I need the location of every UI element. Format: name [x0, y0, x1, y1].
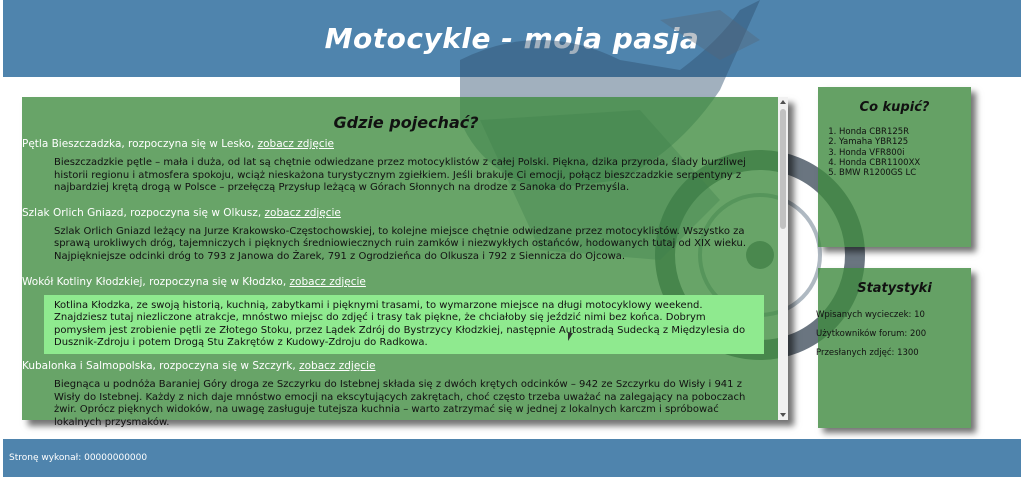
route-item: [22, 138, 778, 201]
see-photo-link[interactable]: zobacz zdjęcie: [299, 359, 376, 372]
list-item: 1. Honda CBR125R: [839, 127, 971, 137]
route-description-highlighted: Kotlina Kłodzka, ze swoją historią, kuchnią, zabytkami i pięknymi trasami, to wymarzone miejsce na długi motocyklowy weekend. Znajdziesz tutaj niezliczone atrakcje, mnóstwo miejsc do zdjęć i trasy tak piękne, że chciałoby się jeździć nimi bez końca. Dobrym pomysłem jest zrobienie pętli ze Złotego Stoku, przez Lądek Zdrój do Bystrzycy Kłodzkiej, następnie Autostradą Sudecką z Międzylesia do Dusznik-Zdroju i potem Drogą Stu Zakrętów z Kudowy-Zdroju do Radkowa.: [44, 295, 764, 354]
route-title: Szlak Orlich Gniazd, rozpoczyna się w Olkusz, zobacz zdjęcie: [22, 206, 341, 219]
route-item: [22, 360, 778, 435]
destinations-scroll-area[interactable]: [22, 97, 778, 428]
stat-forum-users: Użytkowników forum: 200: [816, 329, 927, 339]
page-title: Motocykle - moja pasja: [324, 22, 700, 55]
vertical-scrollbar[interactable]: [778, 97, 788, 420]
route-item: [22, 207, 778, 270]
motorcycle-list: [818, 127, 971, 178]
stat-trips: Wpisanych wycieczek: 10: [816, 310, 925, 320]
see-photo-link[interactable]: zobacz zdjęcie: [257, 138, 334, 150]
footer-author: Stronę wykonał: 00000000000: [9, 453, 148, 463]
what-to-buy-heading: Co kupić?: [859, 100, 930, 115]
list-item: 3. Honda VFR800i: [839, 148, 971, 158]
route-title: Pętla Bieszczadzka, rozpoczyna się w Lesko, zobacz zdjęcie: [22, 138, 334, 150]
route-title: Kubalonka i Salmopolska, rozpoczyna się w Szczyrk, zobacz zdjęcie: [22, 359, 376, 372]
what-to-buy-panel: [818, 87, 971, 247]
scroll-up-arrow-icon[interactable]: [780, 100, 786, 104]
see-photo-link[interactable]: zobacz zdjęcie: [264, 206, 341, 219]
statistics-panel: [818, 268, 971, 428]
route-description: Biegnąca u podnóża Baraniej Góry droga ze Szczyrku do Istebnej składa się z dwóch krętych odcinków – 942 ze Szczyrku do Wisły i 941 z Wisły do Istebnej. Każdy z nich daje mnóstwo emocji na ekscytujących zakrętach, choć często trzeba uważać na zalegający na poboczach żwir. Oprócz pięknych widoków, na uwagę zasługuje tutejsza kuchnia – warto zatrzymać się w jednej z lokalnych karczm i spróbować lokalnych przysmaków.: [54, 378, 746, 428]
scroll-down-arrow-icon[interactable]: [780, 413, 786, 417]
route-title: Wokół Kotliny Kłodzkiej, rozpoczyna się w Kłodzko, zobacz zdjęcie: [22, 275, 366, 288]
route-description: Szlak Orlich Gniazd leżący na Jurze Krakowsko-Częstochowskiej, to kolejne miejsce chętnie odwiedzane przez motocyklistów. Wszystko za sprawą urokliwych dróg, tajemniczych i pięknych średniowiecznych ruin zamków i niezwykłych ostańców, hodowanych tutaj od XIX wieku. Najpiękniejsze odcinki dróg to 793 z Janowa do Żarek, 791 z Ogrodzieńca do Olkusza i 792 z Siennicza do Ojcowa.: [54, 225, 747, 262]
destinations-heading: Gdzie pojechać?: [333, 113, 479, 132]
scrollbar-thumb[interactable]: [780, 109, 786, 229]
mouse-cursor-icon: [568, 333, 573, 341]
list-item: 4. Honda CBR1100XX: [839, 158, 971, 168]
page-footer: [3, 439, 1021, 477]
see-photo-link[interactable]: zobacz zdjęcie: [289, 275, 366, 288]
list-item: 2. Yamaha YBR125: [839, 137, 971, 147]
route-item: [22, 276, 778, 354]
list-item: 5. BMW R1200GS LC: [839, 168, 971, 178]
destinations-panel: [22, 97, 788, 428]
statistics-heading: Statystyki: [857, 281, 932, 296]
stat-photos: Przesłanych zdjęć: 1300: [816, 348, 919, 358]
route-description: Bieszczadzkie pętle – mała i duża, od lat są chętnie odwiedzane przez motocyklistów z całej Polski. Piękna, dzika przyroda, ślady burzliwej historii regionu i atmosfera spokoju, wciąż nieskażona turystycznym zgiełkiem. Jeśli brakuje Ci emocji, połącz bieszczadzkie serpentyny z najbardziej krętą drogą w Polsce – przełęczą Przysłup leżącą w Górach Słonnych na drodze z Sanoka do Przemyśla.: [54, 157, 746, 194]
